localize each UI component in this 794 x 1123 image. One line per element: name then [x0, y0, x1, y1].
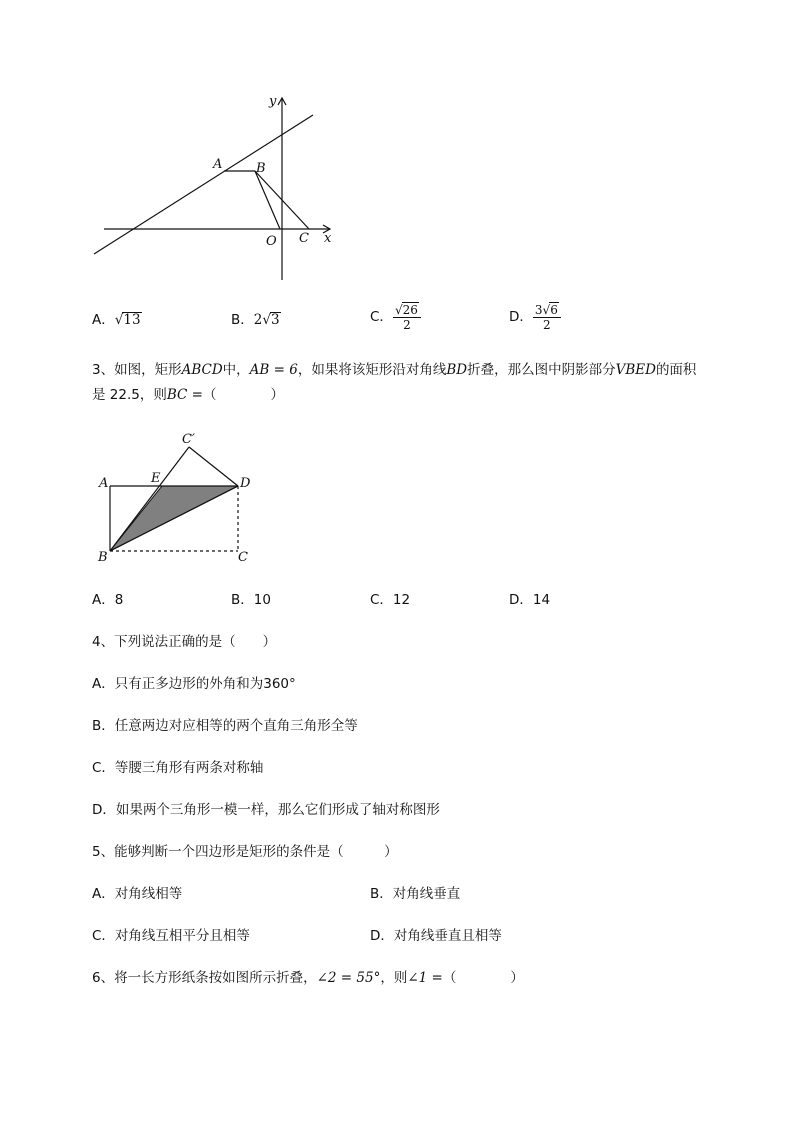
line-through-a: [94, 115, 313, 254]
label-b: B: [98, 550, 108, 565]
q2-figure: [90, 90, 350, 285]
q5-option-a[interactable]: A．对角线相等: [92, 886, 183, 902]
q2-d-fraction: $\frac{3√6}{2}$: [533, 302, 561, 332]
q3-figure: [92, 428, 262, 566]
segment-bo: [255, 171, 280, 229]
q6-stem: 6、将一长方形纸条按如图所示折叠，∠2 = 55°，则∠1 =（ ）: [92, 970, 524, 986]
label-c: C: [299, 231, 309, 246]
label-e: E: [151, 471, 161, 486]
label-c: C: [238, 550, 248, 565]
q2-a-radicand: 13: [123, 312, 141, 328]
q2-option-c[interactable]: C． $\frac{√26}{2}$: [370, 302, 421, 332]
label-y: y: [269, 94, 277, 109]
q4-option-b[interactable]: B．任意两边对应相等的两个直角三角形全等: [92, 718, 358, 734]
q4-option-a[interactable]: A．只有正多边形的外角和为360°: [92, 676, 296, 692]
label-cprime: C′: [182, 432, 195, 447]
q3-option-b[interactable]: B．10: [231, 592, 271, 608]
q3-stem-line2: 是 22.5，则BC =（ ）: [92, 387, 284, 403]
q5-stem: 5、能够判断一个四边形是矩形的条件是（ ）: [92, 844, 398, 860]
q3-stem-line1: 3、如图，矩形ABCD中，AB = 6，如果将该矩形沿对角线BD折叠，那么图中阴影部分VBED的面积: [92, 362, 697, 378]
label-a: A: [99, 476, 109, 491]
label-o: O: [266, 234, 277, 249]
label-b: B: [256, 161, 266, 176]
q5-option-c[interactable]: C．对角线互相平分且相等: [92, 928, 250, 944]
label-a: A: [213, 157, 223, 172]
label-d: D: [240, 476, 251, 491]
label-x: x: [324, 231, 332, 246]
q3-option-c[interactable]: C．12: [370, 592, 411, 608]
q4-option-c[interactable]: C．等腰三角形有两条对称轴: [92, 760, 264, 776]
q5-option-b[interactable]: B．对角线垂直: [370, 886, 461, 902]
q5-option-d[interactable]: D．对角线垂直且相等: [370, 928, 502, 944]
q4-stem: 4、下列说法正确的是（ ）: [92, 634, 277, 650]
q2-option-b[interactable]: B．2√3: [231, 312, 280, 328]
q2-c-fraction: $\frac{√26}{2}$: [393, 302, 421, 332]
segment-cprimed: [189, 447, 238, 486]
q3-option-d[interactable]: D．14: [509, 592, 551, 608]
q2-b-radicand: 3: [270, 312, 280, 328]
q2-option-a[interactable]: A．√13: [92, 312, 141, 328]
q2-option-d[interactable]: D． $\frac{3√6}{2}$: [509, 302, 561, 332]
q3-option-a[interactable]: A．8: [92, 592, 124, 608]
q4-option-d[interactable]: D．如果两个三角形一模一样，那么它们形成了轴对称图形: [92, 802, 440, 818]
